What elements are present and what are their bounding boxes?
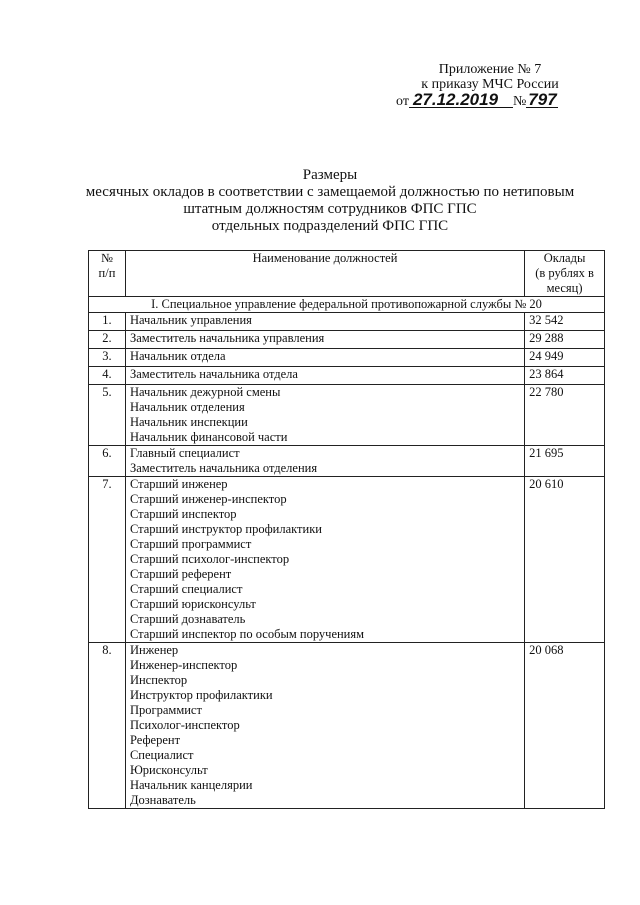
position-name: Инженер-инспектор xyxy=(129,658,238,672)
position-name: Начальник отделения xyxy=(129,400,245,414)
position-name: Юрисконсульт xyxy=(129,763,208,777)
handwritten-date: 27.12.2019 xyxy=(409,92,513,108)
position-name: Программист xyxy=(129,703,202,717)
position-name: Заместитель начальника управления xyxy=(129,331,325,345)
table-body xyxy=(89,297,605,809)
table-header-row xyxy=(89,251,605,297)
table-row xyxy=(89,385,605,446)
row-number: 8. xyxy=(89,643,126,809)
title-line-4: отдельных подразделений ФПС ГПС xyxy=(211,218,449,234)
row-number: 7. xyxy=(89,477,126,643)
position-name: Старший инженер xyxy=(129,477,228,491)
annex-header xyxy=(390,62,590,109)
row-positions xyxy=(125,643,524,809)
row-positions xyxy=(125,446,524,477)
row-salary: 23 864 xyxy=(525,367,605,385)
position-name: Старший программист xyxy=(129,537,252,551)
row-positions xyxy=(125,349,524,367)
header-number-pp: п/п xyxy=(98,266,116,280)
position-name: Инструктор профилактики xyxy=(129,688,273,702)
position-name: Старший инструктор профилактики xyxy=(129,522,322,536)
handwritten-order-number: 797 xyxy=(528,90,557,109)
header-position-name: Наименование должностей xyxy=(125,251,524,297)
position-name: Психолог-инспектор xyxy=(129,718,240,732)
row-salary: 24 949 xyxy=(525,349,605,367)
position-name: Инспектор xyxy=(129,673,188,687)
table-row xyxy=(89,313,605,331)
position-name: Референт xyxy=(129,733,181,747)
row-positions xyxy=(125,477,524,643)
position-name: Старший референт xyxy=(129,567,232,581)
row-number: 6. xyxy=(89,446,126,477)
title-line-2: месячных окладов в соответствии с замещаемой должностью по нетиповым xyxy=(85,184,575,200)
section-row xyxy=(89,297,605,313)
title-line-1: Размеры xyxy=(302,167,358,183)
position-name: Специалист xyxy=(129,748,194,762)
header-salary xyxy=(525,251,605,297)
position-name: Начальник управления xyxy=(129,313,252,327)
annex-number: Приложение № 7 xyxy=(438,62,542,77)
row-positions xyxy=(125,385,524,446)
position-name: Старший специалист xyxy=(129,582,243,596)
table-row xyxy=(89,643,605,809)
row-number: 3. xyxy=(89,349,126,367)
row-positions xyxy=(125,367,524,385)
header-number-sign: № xyxy=(101,251,113,265)
header-salary-line-1: Оклады xyxy=(543,251,586,265)
position-name: Старший дознаватель xyxy=(129,612,246,626)
table-row xyxy=(89,446,605,477)
annex-number-prefix: № xyxy=(512,94,527,109)
header-number xyxy=(89,251,126,297)
position-name: Начальник инспекции xyxy=(129,415,248,429)
table-row xyxy=(89,367,605,385)
row-positions xyxy=(125,313,524,331)
title-line-3: штатным должностям сотрудников ФПС ГПС xyxy=(183,201,477,217)
document-title xyxy=(60,167,600,235)
row-salary: 20 610 xyxy=(525,477,605,643)
row-number: 1. xyxy=(89,313,126,331)
table-row xyxy=(89,349,605,367)
table-row xyxy=(89,477,605,643)
row-salary: 32 542 xyxy=(525,313,605,331)
section-title: I. Специальное управление федеральной противопожарной службы № 20 xyxy=(89,297,605,313)
header-salary-line-3: месяц) xyxy=(546,281,583,295)
position-name: Старший юрисконсульт xyxy=(129,597,256,611)
annex-from-prefix: от xyxy=(396,94,409,109)
row-salary: 20 068 xyxy=(525,643,605,809)
position-name: Дознаватель xyxy=(129,793,196,807)
position-name: Старший инспектор xyxy=(129,507,237,521)
position-name: Заместитель начальника отдела xyxy=(129,367,298,381)
row-number: 4. xyxy=(89,367,126,385)
position-name: Начальник финансовой части xyxy=(129,430,288,444)
annex-date-line xyxy=(390,92,590,109)
row-number: 2. xyxy=(89,331,126,349)
position-name: Старший психолог-инспектор xyxy=(129,552,290,566)
position-name: Старший инженер-инспектор xyxy=(129,492,287,506)
salary-table xyxy=(88,250,605,809)
row-positions xyxy=(125,331,524,349)
row-salary: 22 780 xyxy=(525,385,605,446)
position-name: Начальник дежурной смены xyxy=(129,385,281,399)
annex-order-ref: к приказу МЧС России xyxy=(421,77,559,92)
row-salary: 21 695 xyxy=(525,446,605,477)
row-salary: 29 288 xyxy=(525,331,605,349)
row-number: 5. xyxy=(89,385,126,446)
table-row xyxy=(89,331,605,349)
position-name: Главный специалист xyxy=(129,446,240,460)
position-name: Начальник канцелярии xyxy=(129,778,253,792)
position-name: Начальник отдела xyxy=(129,349,226,363)
position-name: Старший инспектор по особым поручениям xyxy=(129,627,365,641)
position-name: Инженер xyxy=(129,643,179,657)
header-salary-line-2: (в рублях в xyxy=(535,266,594,280)
position-name: Заместитель начальника отделения xyxy=(129,461,318,475)
